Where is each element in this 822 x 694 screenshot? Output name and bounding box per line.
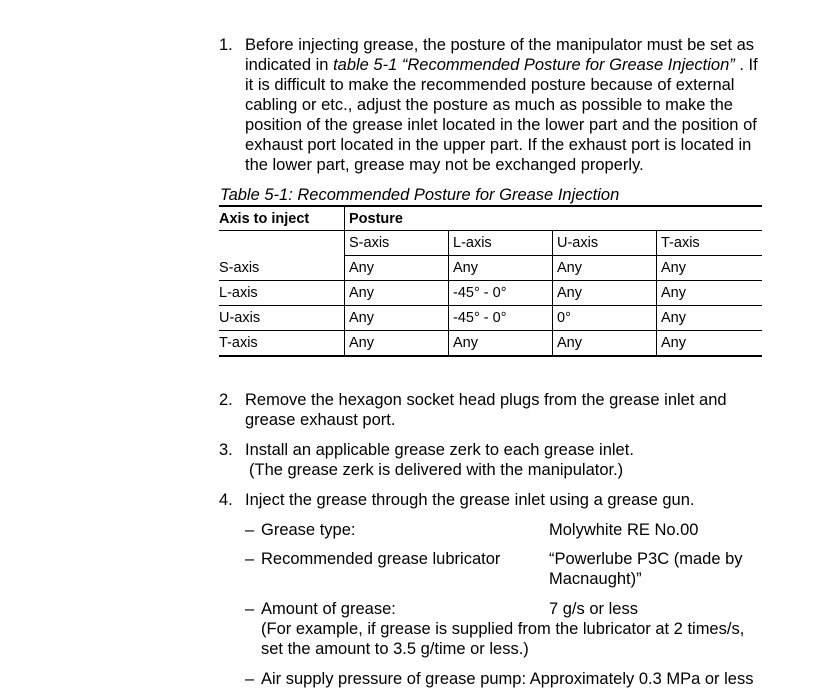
step-line xyxy=(245,55,775,75)
table-cell: Any xyxy=(345,331,449,357)
step-line: Remove the hexagon socket head plugs from the grease inlet and xyxy=(245,391,727,409)
dash-bullet: – xyxy=(245,600,255,618)
table-cell: Any xyxy=(553,281,657,306)
detail-label: Grease type: xyxy=(261,521,356,539)
row-axis: T-axis xyxy=(219,331,345,357)
table-cell: Any xyxy=(345,281,449,306)
step-line: position of the grease inlet located in the lower part and the position of xyxy=(245,116,757,134)
column-header: U-axis xyxy=(553,231,657,256)
detail-label: Recommended grease lubricator xyxy=(261,550,501,568)
detail-value: Molywhite RE No.00 xyxy=(549,521,699,539)
posture-table xyxy=(219,205,762,357)
step-line: Inject the grease through the grease inlet using a grease gun. xyxy=(245,491,695,509)
step-text xyxy=(245,440,775,480)
table-cell: Any xyxy=(449,331,553,357)
step-line: Before injecting grease, the posture of the manipulator must be set as xyxy=(245,36,755,54)
step-line: exhaust port located in the upper part. If the exhaust port is located in xyxy=(245,136,752,154)
detail-note-line: set the amount to 3.5 g/time or less.) xyxy=(261,640,529,658)
detail-value: 7 g/s or less xyxy=(549,600,638,618)
step-line: Install an applicable grease zerk to each grease inlet. xyxy=(245,441,634,459)
step-line: cabling or etc., adjust the posture as much as possible to make the xyxy=(245,96,733,114)
table-row xyxy=(219,256,762,281)
column-header: S-axis xyxy=(345,231,449,256)
table-cell: Any xyxy=(657,281,763,306)
text-run: indicated in xyxy=(245,56,334,74)
table-cell: Any xyxy=(553,331,657,357)
table-subheader-row xyxy=(219,231,762,256)
table-cell xyxy=(219,231,345,256)
step-line: (The grease zerk is delivered with the manipulator.) xyxy=(249,461,624,479)
step-text xyxy=(245,35,775,175)
dash-bullet: – xyxy=(245,550,255,568)
step-line: the lower part, grease may not be exchanged properly. xyxy=(245,156,644,174)
column-header: L-axis xyxy=(449,231,553,256)
step-text xyxy=(245,390,775,430)
detail-value-line: Macnaught)” xyxy=(549,570,642,588)
detail-value xyxy=(549,549,743,589)
table-cell: Any xyxy=(449,256,553,281)
table-header-row xyxy=(219,206,762,231)
table-row xyxy=(219,306,762,331)
header-axis: Axis to inject xyxy=(219,206,345,231)
table-cell: Any xyxy=(345,256,449,281)
table-cell: Any xyxy=(553,256,657,281)
table-row xyxy=(219,281,762,306)
step-number: 1. xyxy=(219,36,233,54)
detail-note xyxy=(261,619,744,659)
table-caption: Table 5-1: Recommended Posture for Grease Injection xyxy=(220,186,620,204)
dash-bullet: – xyxy=(245,521,255,539)
column-header: T-axis xyxy=(657,231,763,256)
step-text xyxy=(245,490,775,510)
detail-label: Air supply pressure of grease pump: Approximately 0.3 MPa or less xyxy=(261,670,754,688)
table-reference: table 5-1 “Recommended Posture for Grease Injection” xyxy=(333,56,735,74)
detail-label: Amount of grease: xyxy=(261,600,396,618)
table-cell: Any xyxy=(657,306,763,331)
detail-value-line: “Powerlube P3C (made by xyxy=(549,550,743,568)
step-line: grease exhaust port. xyxy=(245,411,396,429)
table-cell: -45° - 0° xyxy=(449,306,553,331)
detail-note-line: (For example, if grease is supplied from the lubricator at 2 times/s, xyxy=(261,620,745,638)
row-axis: U-axis xyxy=(219,306,345,331)
table-cell: Any xyxy=(657,331,763,357)
step-line: it is difficult to make the recommended posture because of external xyxy=(245,76,735,94)
header-posture: Posture xyxy=(345,206,763,231)
row-axis: S-axis xyxy=(219,256,345,281)
text-run: . If xyxy=(734,56,758,74)
row-axis: L-axis xyxy=(219,281,345,306)
step-number: 2. xyxy=(219,391,233,409)
table-cell: 0° xyxy=(553,306,657,331)
table-cell: Any xyxy=(657,256,763,281)
step-number: 3. xyxy=(219,441,233,459)
table-row xyxy=(219,331,762,357)
table-cell: Any xyxy=(345,306,449,331)
table-cell: -45° - 0° xyxy=(449,281,553,306)
dash-bullet: – xyxy=(245,670,255,688)
step-number: 4. xyxy=(219,491,233,509)
